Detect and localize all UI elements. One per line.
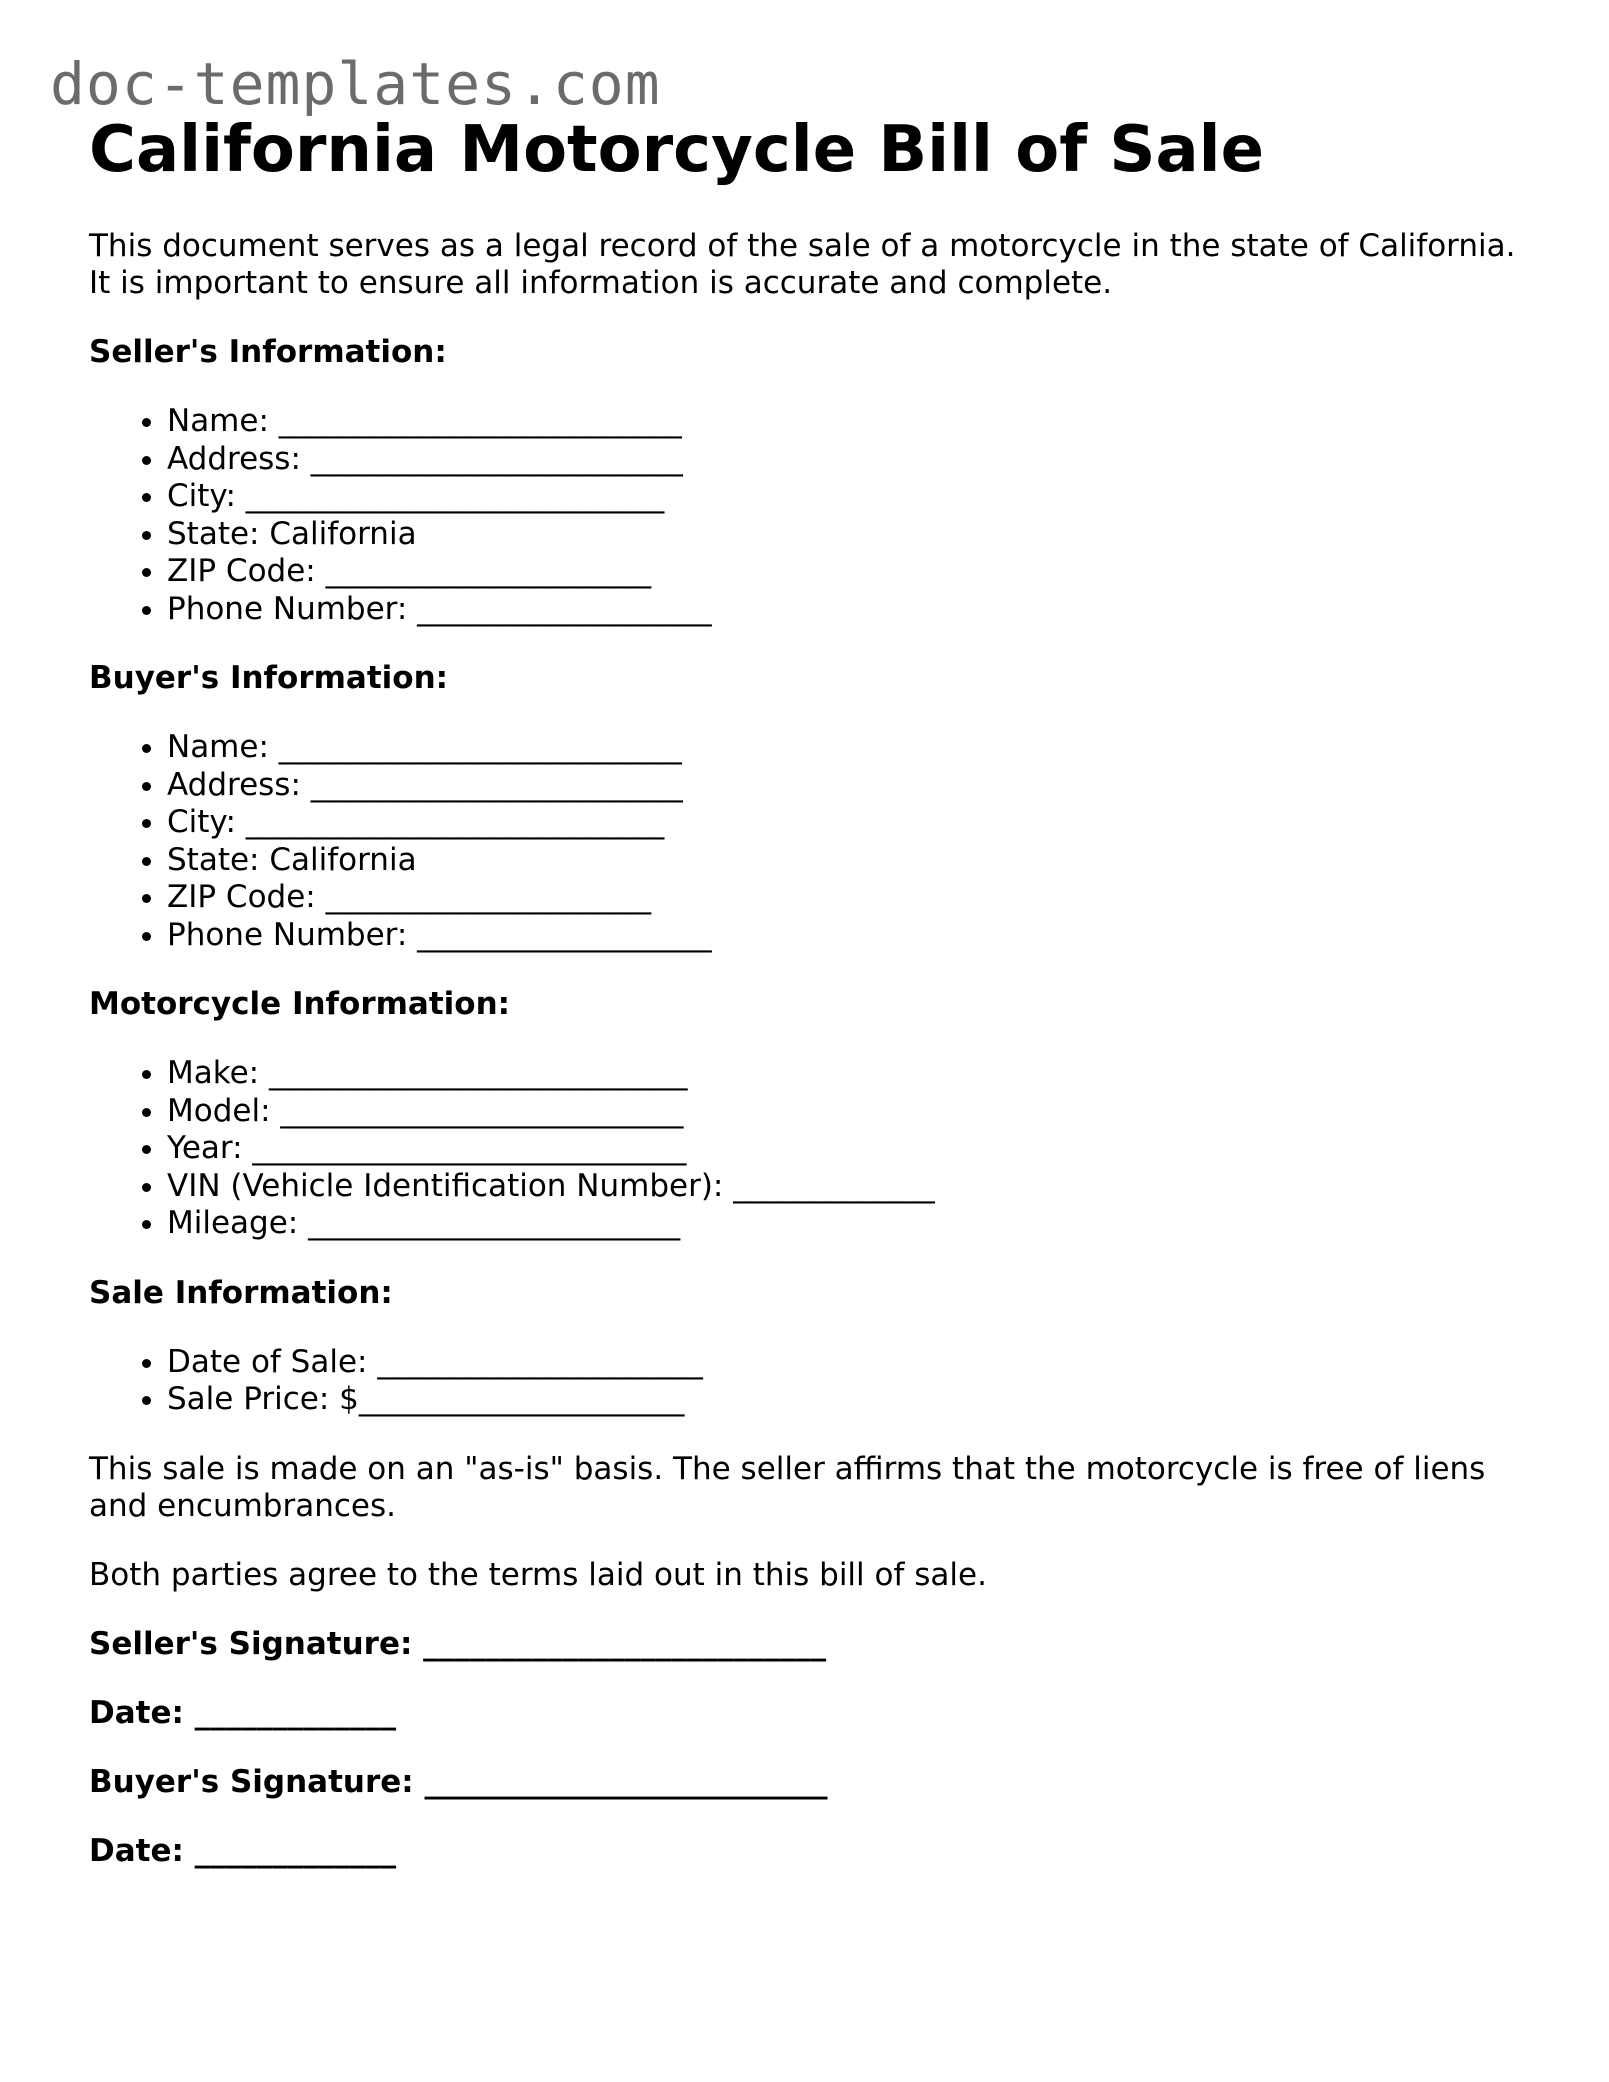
seller-zip-field: • ZIP Code: _____________________ [167,553,1529,591]
motorcycle-mileage-field: • Mileage: ________________________ [167,1205,1529,1243]
buyer-section-heading: Buyer's Information: [89,660,449,696]
document-title: California Motorcycle Bill of Sale [89,113,1264,187]
intro-paragraph: This document serves as a legal record of the sale of a motorcycle in the state of California. It is important to ensure all information is accurate and complete. [89,228,1516,301]
buyer-city-field: • City: ___________________________ [167,804,1529,842]
seller-state-field: • State: California [167,516,1529,554]
buyer-state-field: • State: California [167,842,1529,880]
motorcycle-model-field: • Model: __________________________ [167,1093,1529,1131]
agreement-paragraph: Both parties agree to the terms laid out in this bill of sale. [89,1556,987,1593]
seller-signature-line [89,1626,1529,1663]
buyer-info-list [89,729,1529,954]
motorcycle-year-field: • Year: ____________________________ [167,1130,1529,1168]
seller-address-field: • Address: ________________________ [167,441,1529,479]
motorcycle-vin-field: • VIN (Vehicle Identification Number): _____________ [167,1168,1529,1206]
buyer-date-label: Date: _____________ [89,1832,397,1869]
seller-phone-field: • Phone Number: ___________________ [167,591,1529,629]
buyer-date-line [89,1833,1529,1870]
buyer-phone-field: • Phone Number: ___________________ [167,917,1529,955]
motorcycle-info-list [89,1055,1529,1243]
buyer-zip-field: • ZIP Code: _____________________ [167,879,1529,917]
as-is-paragraph: This sale is made on an "as-is" basis. The seller affirms that the motorcycle is free of liens and encumbrances. [89,1450,1486,1524]
motorcycle-make-field: • Make: ___________________________ [167,1055,1529,1093]
seller-signature-label: Seller's Signature: __________________________ [89,1625,827,1662]
motorcycle-section-heading: Motorcycle Information: [89,986,511,1022]
buyer-name-field: • Name: __________________________ [167,729,1529,767]
buyer-signature-line [89,1764,1529,1801]
sale-section-heading: Sale Information: [89,1274,393,1311]
seller-date-label: Date: _____________ [89,1694,397,1731]
seller-date-line [89,1695,1529,1732]
seller-info-list [89,403,1529,628]
buyer-signature-label: Buyer's Signature: __________________________ [89,1763,828,1800]
document-body [89,112,1529,1902]
watermark-text: doc-templates.com [50,50,661,118]
sale-date-field: • Date of Sale: _____________________ [167,1344,1529,1382]
seller-city-field: • City: ___________________________ [167,478,1529,516]
sale-price-field: • Sale Price: $_____________________ [167,1381,1529,1419]
seller-name-field: • Name: __________________________ [167,403,1529,441]
sale-info-list [89,1344,1529,1419]
seller-section-heading: Seller's Information: [89,334,447,370]
buyer-address-field: • Address: ________________________ [167,767,1529,805]
